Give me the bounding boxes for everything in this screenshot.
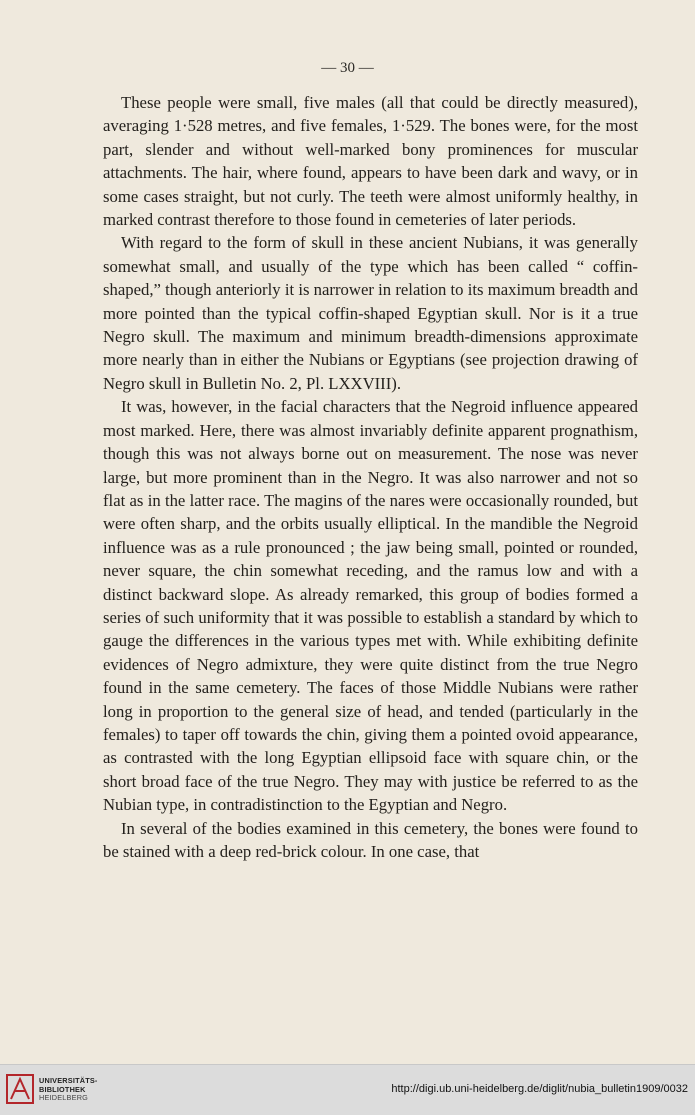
paragraph: These people were small, five males (all that could be directly measured), averaging 1·528 metres, and five females, 1·529. The bones were, for the most part, slender and without well-marked bony prominences for muscular attachments. The hair, where found, appears to have been dark and wavy, or in some cases straight, but not curly. The teeth were almost uniformly healthy, in marked contrast therefore to those found in cemeteries of later periods.: [103, 93, 638, 230]
university-logo-icon[interactable]: [6, 1074, 34, 1104]
paragraph: In several of the bodies examined in this cemetery, the bones were found to be stained with a deep red-brick colour. In one case, that: [103, 818, 638, 861]
library-name: [39, 1077, 98, 1103]
source-url-link[interactable]: http://digi.ub.uni-heidelberg.de/diglit/nubia_bulletin1909/0032: [391, 1083, 688, 1095]
library-line-2: BIBLIOTHEK: [39, 1084, 86, 1094]
page-number: — 30 —: [321, 60, 374, 76]
paragraph: It was, however, in the facial characters that the Negroid influence appeared most marked. Here, there was almost invariably definite apparent prognathism, though this was not always borne out on measurement. The nose was never large, but more prominent than in the Negro. It was also narrower and not so flat as in the latter race. The magins of the nares were occasionally rounded, but were often sharp, and the orbits usually elliptical. In the mandible the Negroid influence was as a rule pronounced ; the jaw being small, pointed or rounded, never square, the chin somewhat receding, and the ramus low and with a distinct backward slope. As already remarked, this group of bodies formed a series of such uniformity that it was possible to establish a standard by which to gauge the differences in the various types met with. While exhibiting definite evidences of Negro admixture, they were quite distinct from the true Negro found in the same cemetery. The faces of those Middle Nubians were rather long in proportion to the general size of head, and tended (particularly in the females) to taper off towards the chin, giving them a pointed ovoid appearance, as contrasted with the long Egyptian ellipsoid face with square chin, or the short broad face of the true Negro. They may with justice be referred to as the Nubian type, in contradistinction to the Egyptian and Negro.: [103, 397, 638, 815]
paragraph: With regard to the form of skull in these ancient Nubians, it was generally somewhat small, and usually of the type which has been called “ coffin-shaped,” though anteriorly it is narrower in relation to its maximum breadth and more pointed than the typical coffin-shaped Egyptian skull. Nor is it a true Negro skull. The maximum and minimum breadth-dimensions approximate more nearly than in either the Nubians or Egyptians (see projection drawing of Negro skull in Bulletin No. 2, Pl. LXXVIII).: [103, 233, 638, 393]
library-line-1: UNIVERSITÄTS-: [39, 1076, 98, 1085]
library-line-3: HEIDELBERG: [39, 1093, 89, 1103]
viewer-footer: [0, 1064, 695, 1115]
body-text: [103, 91, 638, 863]
